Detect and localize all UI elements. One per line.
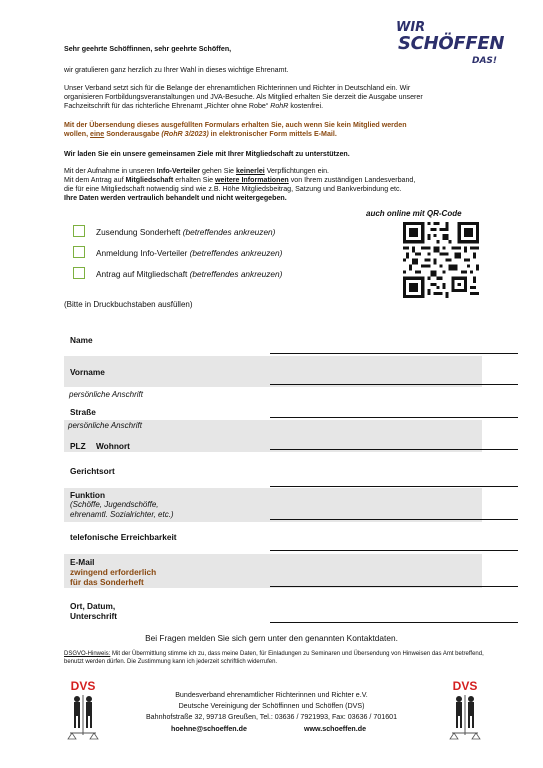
option-hint: (betreffendes ankreuzen): [182, 227, 276, 237]
field-label-unterschrift: Unterschrift: [70, 611, 118, 621]
name-input-line[interactable]: [270, 353, 518, 354]
footer-org-name: Bundesverband ehrenamtlicher Richterinnen und Richter e.V.: [175, 691, 368, 699]
footer-email-link[interactable]: hoehne@schoeffen.de: [171, 725, 247, 733]
p4-l1d: keinerlei: [235, 167, 265, 175]
footer-org-name-2: Deutsche Vereinigung der Schöffinnen und Schöffen (DVS): [178, 702, 365, 710]
field-label-gerichtsort: Gerichtsort: [70, 466, 115, 476]
option-mitgliedschaft-label: [96, 269, 282, 279]
p4-line-3: die für eine Mitgliedschaft notwendig sind wie z.B. Höhe Mitgliedsbeitrag, Satzung und Bankverbindung etc.: [64, 184, 402, 193]
field-label-funktion: Funktion: [70, 490, 106, 500]
offer-line-2b: eine: [90, 129, 105, 138]
field-row-plz-wohnort: [64, 420, 482, 452]
email-note-1: zwingend erforderlich: [70, 567, 157, 577]
footer-address: Bahnhofstraße 32, 99718 Greußen, Tel.: 03636 / 7921993, Fax: 03636 / 701601: [145, 713, 398, 721]
address-note-2: persönliche Anschrift: [68, 421, 142, 430]
dsgvo-notice: [64, 651, 484, 666]
contact-note: Bei Fragen melden Sie sich gern unter den genannten Kontaktdaten.: [145, 633, 398, 643]
option-info-verteiler-label: [96, 248, 282, 258]
intro-line-3-end: kostenfrei.: [288, 101, 324, 110]
telefon-input-line[interactable]: [270, 550, 518, 551]
field-label-email: E-Mail: [70, 557, 95, 567]
intro-line-1: Unser Verband setzt sich für die Belange der ehrenamtlichen Richterinnen und Richter in Deutschland ein. Wir: [64, 84, 411, 92]
field-label-ort-datum: Ort, Datum,: [70, 601, 116, 611]
offer-line-2c: Sonderausgabe: [104, 129, 162, 138]
field-row-strasse: [64, 405, 482, 419]
option-label: Antrag auf Mitgliedschaft: [96, 269, 190, 279]
option-hint: (betreffendes ankreuzen): [189, 248, 283, 258]
dvs-logo-text-right: DVS: [452, 679, 478, 693]
field-row-signature: [64, 598, 482, 624]
offer-line-2: [64, 130, 484, 139]
field-row-name: [64, 322, 482, 356]
funktion-note-1: (Schöffe, Jugendschöffe,: [70, 500, 159, 509]
offer-paragraph: [64, 121, 484, 139]
invitation-text: Wir laden Sie ein unsere gemeinsamen Ziele mit Ihrer Mitgliedschaft zu unterstützen.: [64, 150, 350, 158]
qr-code[interactable]: [403, 222, 479, 298]
email-note-2: für das Sonderheft: [70, 577, 144, 587]
salutation: Sehr geehrte Schöffinnen, sehr geehrte Schöffen,: [64, 45, 232, 53]
logo-line-1: WIR: [396, 20, 426, 35]
logo-line-2: SCHÖFFEN: [398, 33, 505, 54]
offer-line-1: Mit der Übersendung dieses ausgefüllten Formulars erhalten Sie, auch wenn Sie kein Mitglied werden: [64, 121, 407, 129]
option-label: Anmeldung Info-Verteiler: [96, 248, 190, 258]
checkbox-mitgliedschaft[interactable]: [73, 267, 85, 279]
p4-l2b: Mitgliedschaft: [125, 175, 174, 184]
p4-line-1: [64, 167, 484, 176]
p4-l2c: erhalten Sie: [173, 175, 216, 184]
dsgvo-text: Mit der Übermittlung stimme ich zu, dass meine Daten, für Einladungen zu Seminaren und Übersendung von Hinweisen das Amt betreffend, benutzt werden dürfen. Die Zustimmung kann ich jederzeit schriftlich widerrufen.: [64, 651, 484, 665]
field-row-email: [64, 554, 482, 588]
gerichtsort-input-line[interactable]: [270, 486, 518, 487]
offer-line-2a: wollen,: [64, 129, 91, 138]
field-label-vorname: Vorname: [70, 367, 105, 377]
intro-line-3-text: Fachzeitschrift für das richterliche Ehrenamt „Richter ohne Robe“: [64, 101, 271, 110]
p4-line-2: [64, 176, 484, 185]
field-label-telefon: telefonische Erreichbarkeit: [70, 532, 177, 542]
intro-paragraph: [64, 84, 484, 111]
field-row-gerichtsort: [64, 456, 482, 488]
strasse-input-line[interactable]: [270, 417, 518, 418]
offer-issue: (RohR 3/2023): [161, 129, 209, 138]
qr-code-label: auch online mit QR-Code: [366, 209, 462, 218]
address-note: persönliche Anschrift: [69, 390, 143, 399]
checkbox-info-verteiler[interactable]: [73, 246, 85, 258]
field-label-name: Name: [70, 335, 93, 345]
checkbox-sonderheft[interactable]: [73, 225, 85, 237]
congratulations-text: wir gratulieren ganz herzlich zu Ihrer Wahl in dieses wichtige Ehrenamt.: [64, 66, 289, 74]
funktion-input-line[interactable]: [270, 519, 518, 520]
dvs-logo-text: DVS: [70, 679, 96, 693]
p4-l1a: Mit der Aufnahme in unseren: [64, 167, 157, 175]
plz-wohnort-input-line[interactable]: [270, 449, 518, 450]
p4-line-4: Ihre Daten werden vertraulich behandelt und nicht weitergegeben.: [64, 193, 287, 202]
p4-l1c: gehen Sie: [200, 167, 236, 175]
field-row-funktion: [64, 488, 482, 522]
intro-line-3: [64, 102, 484, 111]
logo-line-3: DAS!: [472, 56, 498, 66]
funktion-note-2: ehrenamtl. Sozialrichter, etc.): [70, 510, 174, 519]
p4-l2d: weitere Informationen: [215, 175, 289, 184]
form-hint: (Bitte in Druckbuchstaben ausfüllen): [64, 300, 193, 309]
field-row-telefon: [64, 525, 482, 553]
offer-line-2e: in elektronischer Form mittels E-Mail.: [208, 129, 337, 138]
option-sonderheft-label: [96, 227, 275, 237]
rohr-abbrev: RohR: [270, 101, 289, 110]
signature-input-line[interactable]: [270, 622, 518, 623]
field-label-strasse: Straße: [70, 407, 96, 417]
field-label-plz: PLZ: [70, 441, 86, 451]
p4-l1b: Info-Verteiler: [156, 167, 201, 175]
option-hint: (betreffendes ankreuzen): [189, 269, 283, 279]
footer-website-link[interactable]: www.schoeffen.de: [304, 725, 367, 733]
intro-line-2: organisieren Fortbildungsveranstaltungen und JVA-Besuche. Als Mitglied erhalten Sie derzeit die Ausgabe unserer: [64, 92, 423, 101]
vorname-input-line[interactable]: [270, 384, 518, 385]
email-input-line[interactable]: [270, 586, 518, 587]
option-label: Zusendung Sonderheft: [96, 227, 183, 237]
field-label-wohnort: Wohnort: [96, 441, 130, 451]
field-row-vorname: [64, 356, 482, 387]
dsgvo-title: DSGVO-Hinweis:: [64, 651, 111, 657]
membership-paragraph: [64, 167, 484, 203]
p4-l1e: Verpflichtungen ein.: [264, 167, 330, 175]
p4-l2e: von Ihrem zuständigen Landesverband,: [288, 175, 416, 184]
p4-l2a: Mit dem Antrag auf: [64, 175, 126, 184]
